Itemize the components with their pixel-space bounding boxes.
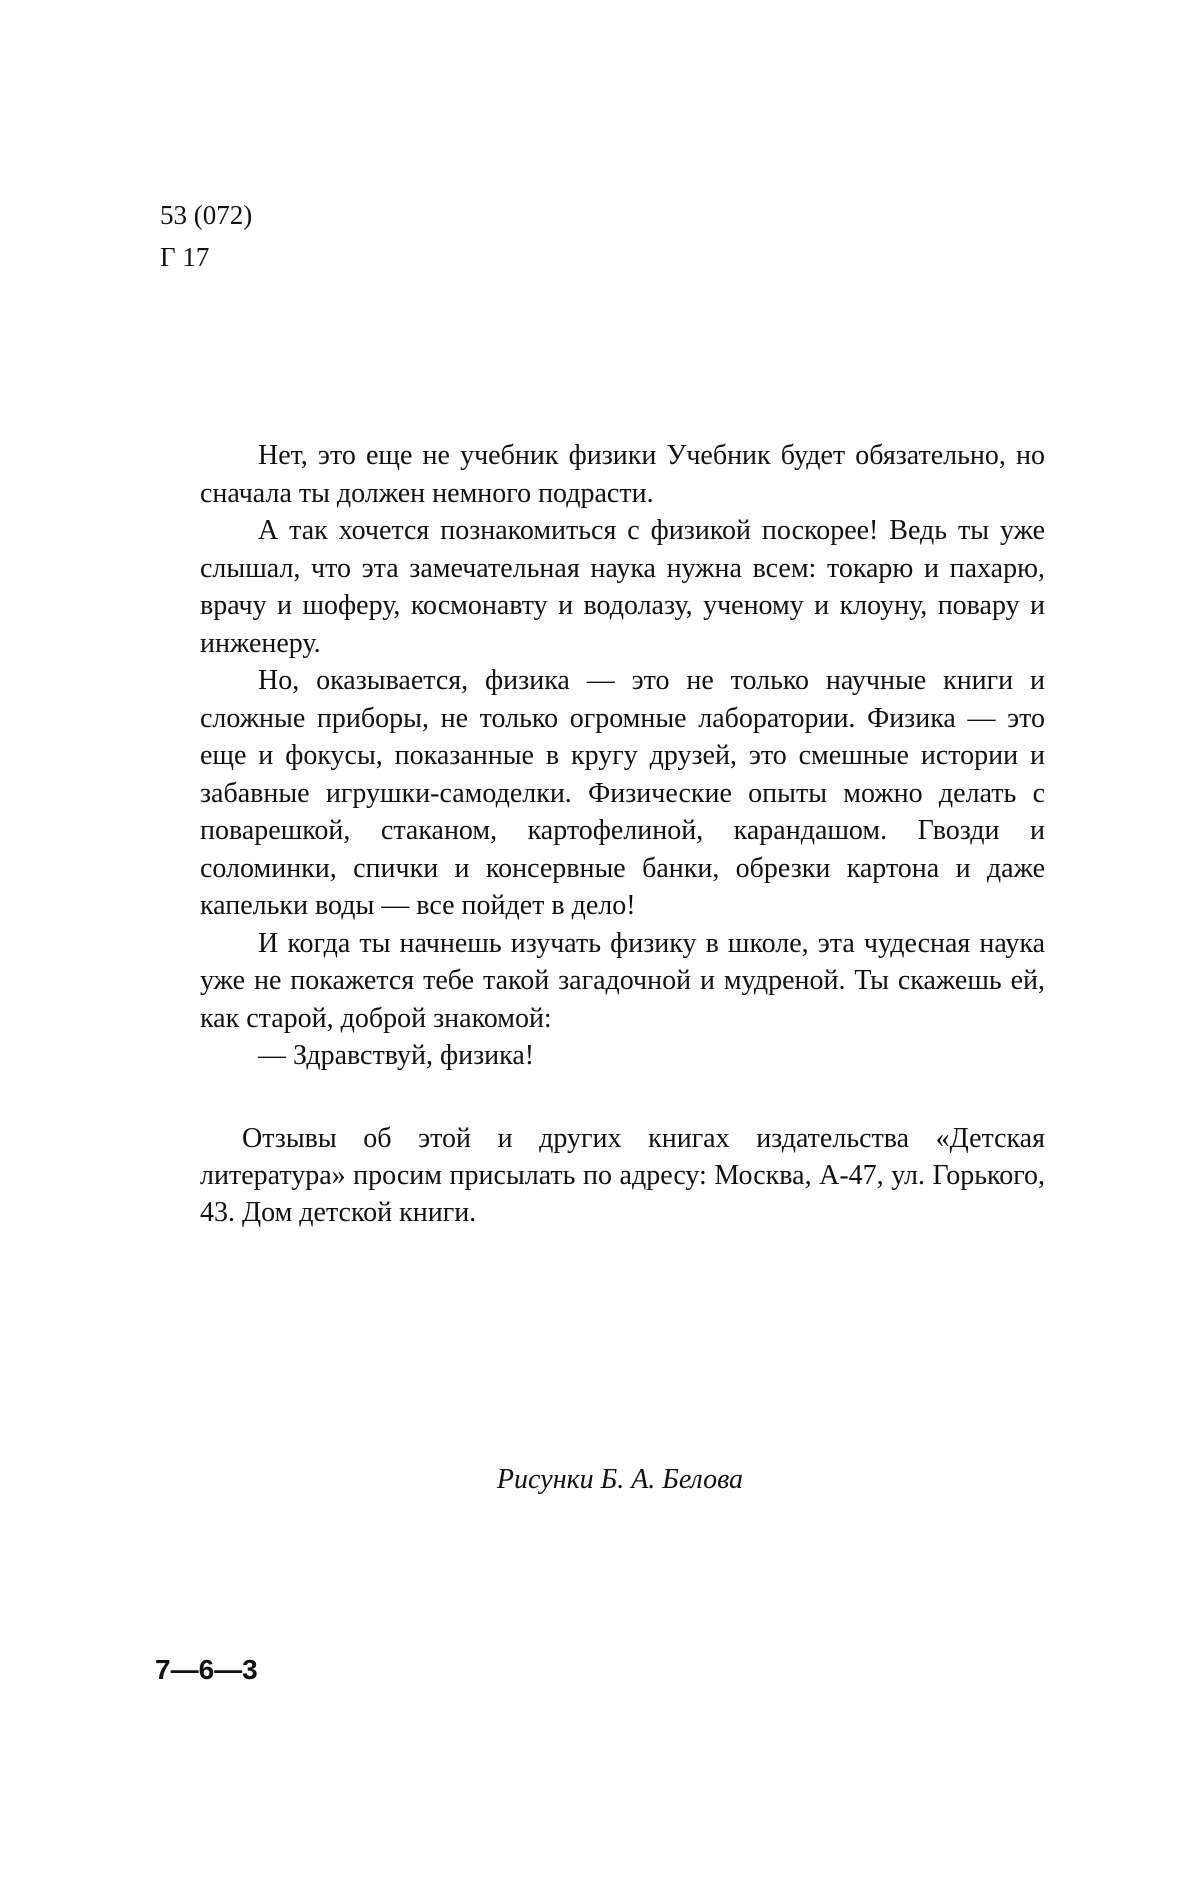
reviews-note: Отзывы об этой и других книгах издательства «Детская литература» просим присылать по адресу: Москва, А-47, ул. Горького, 43. Дом детской книги.	[200, 1120, 1045, 1231]
paragraph: Нет, это еще не учебник физики Учебник будет обязательно, но сначала ты должен немного подрасти.	[200, 437, 1045, 512]
illustrations-credit: Рисунки Б. А. Белова	[0, 1460, 1200, 1500]
greeting-line: — Здравствуй, физика!	[200, 1037, 1045, 1075]
udc-code: 53 (072)	[160, 194, 252, 236]
bbk-code: Г 17	[160, 236, 252, 278]
paragraph: А так хочется познакомиться с физикой поскорее! Ведь ты уже слышал, что эта замечательная наука нужна всем: токарю и пахарю, врачу и шоферу, космонавту и водолазу, ученому и клоуну, повару и инженеру.	[200, 512, 1045, 662]
paragraph: И когда ты начнешь изучать физику в школе, эта чудесная наука уже не покажется тебе такой загадочной и мудреной. Ты скажешь ей, как старой, доброй знакомой:	[200, 925, 1045, 1038]
paragraph: Но, оказывается, физика — это не только научные книги и сложные приборы, не только огромные лаборатории. Физика — это еще и фокусы, показанные в кругу друзей, это смешные истории и забавные игрушки-самоделки. Физические опыты можно делать с поварешкой, стаканом, картофелиной, карандашом. Гвозди и соломинки, спички и консервные банки, обрезки картона и даже капельки воды — все пойдет в дело!	[200, 662, 1045, 925]
print-code: 7—6—3	[155, 1650, 258, 1690]
annotation-text	[200, 437, 1045, 1075]
classification-block	[160, 194, 252, 278]
